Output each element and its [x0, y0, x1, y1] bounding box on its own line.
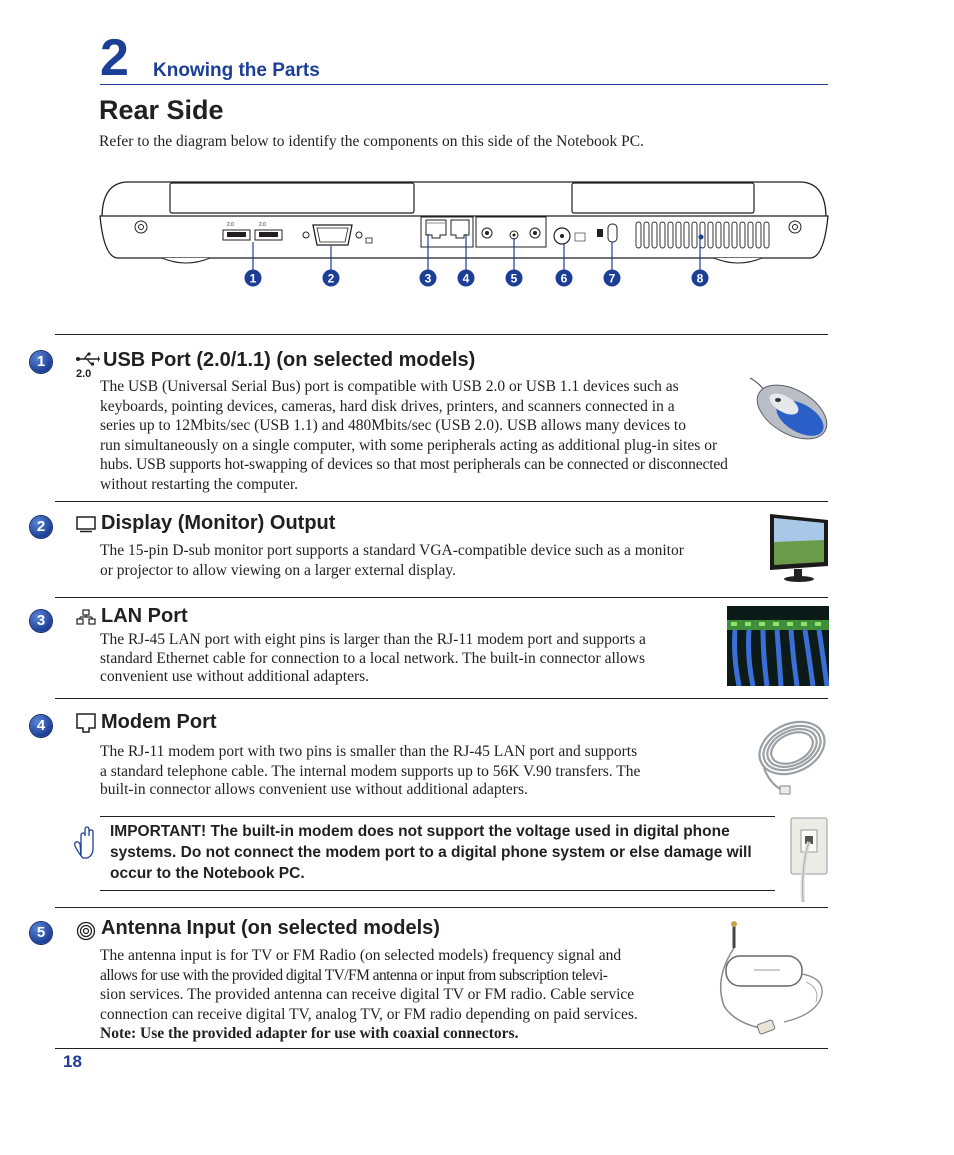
vent-slot	[716, 222, 721, 248]
body-line: connection can receive digital TV, analog TV, or FM radio depending on paid services.	[100, 1005, 638, 1023]
callout-number: 1	[249, 271, 257, 286]
section-badge: 3	[30, 610, 52, 632]
callout-number: 8	[696, 271, 704, 286]
vent-slot	[756, 222, 761, 248]
vent-slot	[636, 222, 641, 248]
antenna-note: Note: Use the provided adapter for use with coaxial connectors.	[100, 1025, 519, 1043]
body-line: keyboards, pointing devices, cameras, hard disk drives, printers, and scanners connected in a	[100, 397, 675, 415]
wall-jack-photo	[789, 816, 829, 902]
callout-number: 4	[462, 271, 470, 286]
body-line: The 15-pin D-sub monitor port supports a standard VGA-compatible device such as a monitor	[100, 542, 684, 559]
vent-slot	[644, 222, 649, 248]
monitor-photo	[768, 512, 830, 584]
body-line: sion services. The provided antenna can receive digital TV or FM radio. Cable service	[100, 986, 635, 1004]
usb-port-label: 2.0	[259, 222, 266, 228]
monitor-icon	[76, 516, 96, 533]
callout-number: 7	[608, 271, 616, 286]
section-badge: 4	[30, 715, 52, 737]
page-title: Rear Side	[99, 95, 224, 125]
body-line: a standard telephone cable. The internal modem supports up to 56K V.90 transfers. The	[100, 763, 641, 780]
section-body	[100, 741, 733, 799]
chapter-title: Knowing the Parts	[153, 60, 320, 81]
lan-port	[426, 220, 446, 238]
body-line: built-in connector allows convenient use without additional adapters.	[100, 781, 528, 798]
page-number: 18	[63, 1052, 82, 1071]
section-rule	[55, 907, 828, 908]
body-line: standard Ethernet cable for connection to a local network. The built-in connector allows	[100, 649, 646, 667]
section-rule	[55, 501, 828, 502]
callout-number: 5	[510, 271, 518, 286]
modem-icon	[76, 713, 96, 733]
note-rule	[100, 816, 775, 817]
header-rule	[100, 84, 828, 85]
section-body	[100, 377, 828, 495]
mouse-photo	[748, 376, 830, 444]
antenna-icon	[76, 921, 96, 941]
section-rule	[55, 334, 828, 335]
antenna-photo	[704, 918, 830, 1044]
vent-slot	[764, 222, 769, 248]
usb-icon-caption: 2.0	[76, 368, 92, 380]
usb-port-label: 2.0	[227, 222, 234, 228]
vent-slot	[684, 222, 689, 248]
important-note: IMPORTANT! The built-in modem does not support the voltage used in digital phone systems. Do not connect the modem port to a digital phone system or else damage will occur to the Notebook PC.	[110, 823, 752, 882]
note-rule	[100, 890, 775, 891]
section-badge: 1	[30, 351, 52, 373]
body-line: without restarting the computer.	[100, 475, 299, 493]
section-body	[100, 631, 718, 687]
phone-cable-photo	[740, 712, 830, 796]
section-badge: 2	[30, 516, 52, 538]
vent-slot	[660, 222, 665, 248]
section-body	[100, 541, 770, 580]
section-rule	[55, 698, 828, 699]
callout-number: 2	[327, 271, 335, 286]
callout-number: 3	[424, 271, 432, 286]
callout-number: 6	[560, 271, 568, 286]
chapter-number: 2	[100, 29, 129, 87]
section-rule	[55, 597, 828, 598]
section-title: LAN Port	[101, 605, 188, 627]
vent-slot	[748, 222, 753, 248]
section-badge: 5	[30, 922, 52, 944]
body-line: or projector to allow viewing on a larger external display.	[100, 561, 456, 579]
body-line: convenient use without additional adapters.	[100, 668, 370, 685]
vent-slot	[652, 222, 657, 248]
network-cables-photo	[727, 606, 829, 686]
vent-slot	[668, 222, 673, 248]
intro-text: Refer to the diagram below to identify the components on this side of the Notebook PC.	[99, 133, 644, 150]
section-title: Display (Monitor) Output	[101, 512, 336, 534]
vent-slot	[676, 222, 681, 248]
section-title: USB Port (2.0/1.1) (on selected models)	[103, 349, 476, 371]
vent-slot	[692, 222, 697, 248]
section-body	[100, 946, 698, 1044]
usb-icon	[76, 352, 100, 366]
hand-icon	[72, 826, 98, 860]
body-line: allows for use with the provided digital TV/FM antenna or input from subscription televi-	[100, 966, 608, 984]
body-line: run simultaneously on a single computer, with some peripherals acting as additional plug-in sites or	[100, 436, 718, 454]
section-title: Modem Port	[101, 711, 217, 733]
vent-slot	[732, 222, 737, 248]
section-title: Antenna Input (on selected models)	[101, 917, 440, 939]
body-line: hubs. USB supports hot-swapping of devices so that most peripherals can be connected or disconnected	[100, 456, 728, 474]
vent-slot	[708, 222, 713, 248]
rear-side-diagram	[96, 176, 832, 292]
vent-slot	[724, 222, 729, 248]
lan-icon	[76, 609, 96, 625]
section-rule	[55, 1048, 828, 1049]
body-line: The antenna input is for TV or FM Radio (on selected models) frequency signal and	[100, 947, 622, 964]
body-line: The RJ-45 LAN port with eight pins is larger than the RJ-11 modem port and supports a	[100, 631, 646, 648]
body-line: The USB (Universal Serial Bus) port is compatible with USB 2.0 or USB 1.1 devices such as	[100, 378, 679, 395]
air-vents	[636, 222, 769, 248]
vent-marker	[699, 235, 704, 240]
body-line: The RJ-11 modem port with two pins is smaller than the RJ-45 LAN port and supports	[100, 743, 638, 760]
vent-slot	[740, 222, 745, 248]
body-line: series up to 12Mbits/sec (USB 1.1) and 480Mbits/sec (USB 2.0). USB allows many devices to	[100, 417, 686, 435]
